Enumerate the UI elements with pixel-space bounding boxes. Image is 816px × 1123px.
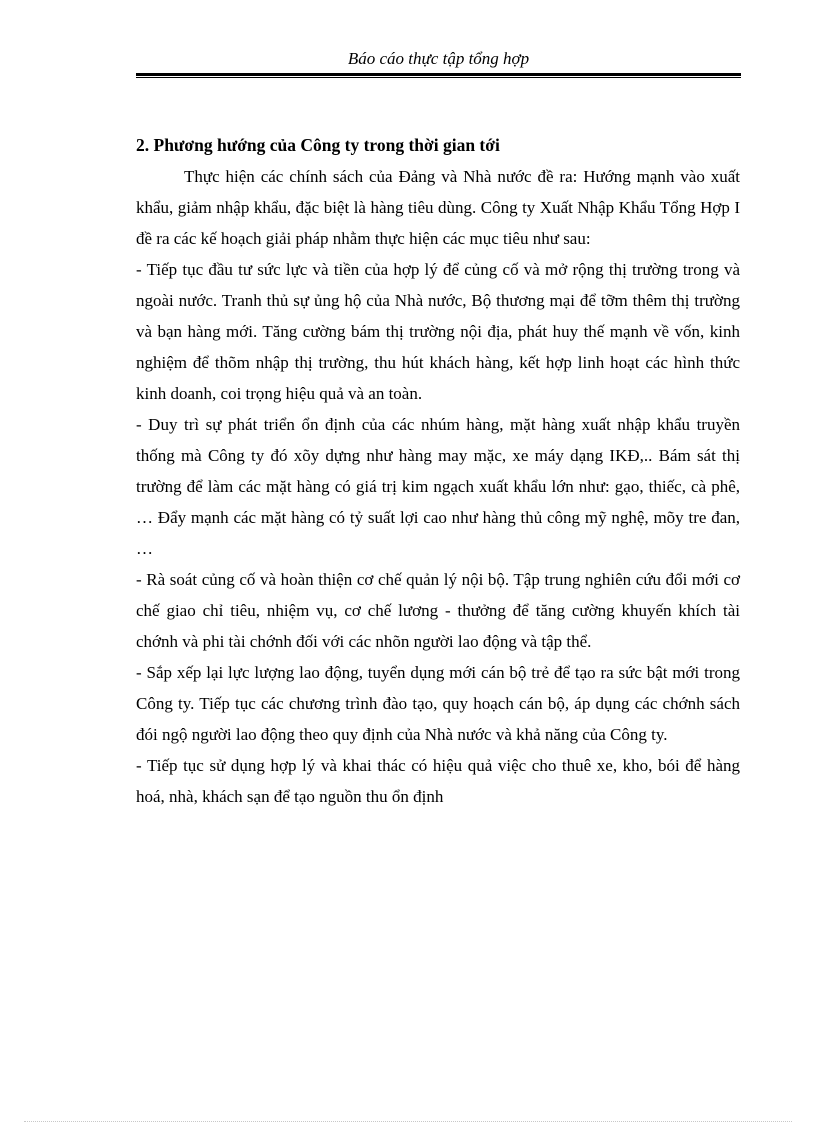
page-header <box>136 48 741 78</box>
list-item-workforce: - Sắp xếp lại lực lượng lao động, tuyển dụng mới cán bộ trẻ để tạo ra sức bật mới trong Công ty. Tiếp tục các chương trình đào tạo, quy hoạch cán bộ, áp dụng các chớnh sách đói ngộ người lao động theo quy định của Nhà nước và khả năng của Công ty. <box>136 663 740 744</box>
document-body <box>136 130 740 812</box>
header-title: Báo cáo thực tập tổng hợp <box>347 49 530 68</box>
list-item-products: - Duy trì sự phát triển ổn định của các nhúm hàng, mặt hàng xuất nhập khẩu truyền thống mà Công ty đó xõy dựng như hàng may mặc, xe máy dạng IKĐ,.. Bám sát thị trường để làm các mặt hàng có giá trị kim ngạch xuất khẩu lớn như: gạo, thiếc, cà phê, … Đẩy mạnh các mặt hàng có tỷ suất lợi cao như hàng thủ công mỹ nghệ, mõy tre đan, … <box>136 415 740 558</box>
section-heading: 2. Phương hướng của Công ty trong thời gian tới <box>136 135 500 155</box>
list-item-management: - Rà soát củng cố và hoàn thiện cơ chế quản lý nội bộ. Tập trung nghiên cứu đổi mới cơ chế giao chỉ tiêu, nhiệm vụ, cơ chế lương - thưởng để tăng cường khuyến khích tài chớnh và phi tài chớnh đối với các nhõn người lao động và tập thể. <box>136 570 740 651</box>
list-item-market: - Tiếp tục đầu tư sức lực và tiền của hợp lý để củng cố và mở rộng thị trường trong và ngoài nước. Tranh thủ sự ủng hộ của Nhà nước, Bộ thương mại để tỡm thêm thị trường và bạn hàng mới. Tăng cường bám thị trường nội địa, phát huy thế mạnh về vốn, kinh nghiệm để thõm nhập thị trường, thu hút khách hàng, kết hợp linh hoạt các hình thức kinh doanh, coi trọng hiệu quả và an toàn. <box>136 260 740 403</box>
page-bottom-border <box>24 1121 792 1122</box>
header-divider <box>136 73 741 78</box>
list-item-assets: - Tiếp tục sử dụng hợp lý và khai thác có hiệu quả việc cho thuê xe, kho, bói để hàng hoá, nhà, khách sạn để tạo nguồn thu ổn định <box>136 756 740 806</box>
intro-paragraph: Thực hiện các chính sách của Đảng và Nhà nước đề ra: Hướng mạnh vào xuất khẩu, giảm nhập khẩu, đặc biệt là hàng tiêu dùng. Công ty Xuất Nhập Khẩu Tổng Hợp I đề ra các kế hoạch giải pháp nhằm thực hiện các mục tiêu như sau: <box>136 167 740 248</box>
